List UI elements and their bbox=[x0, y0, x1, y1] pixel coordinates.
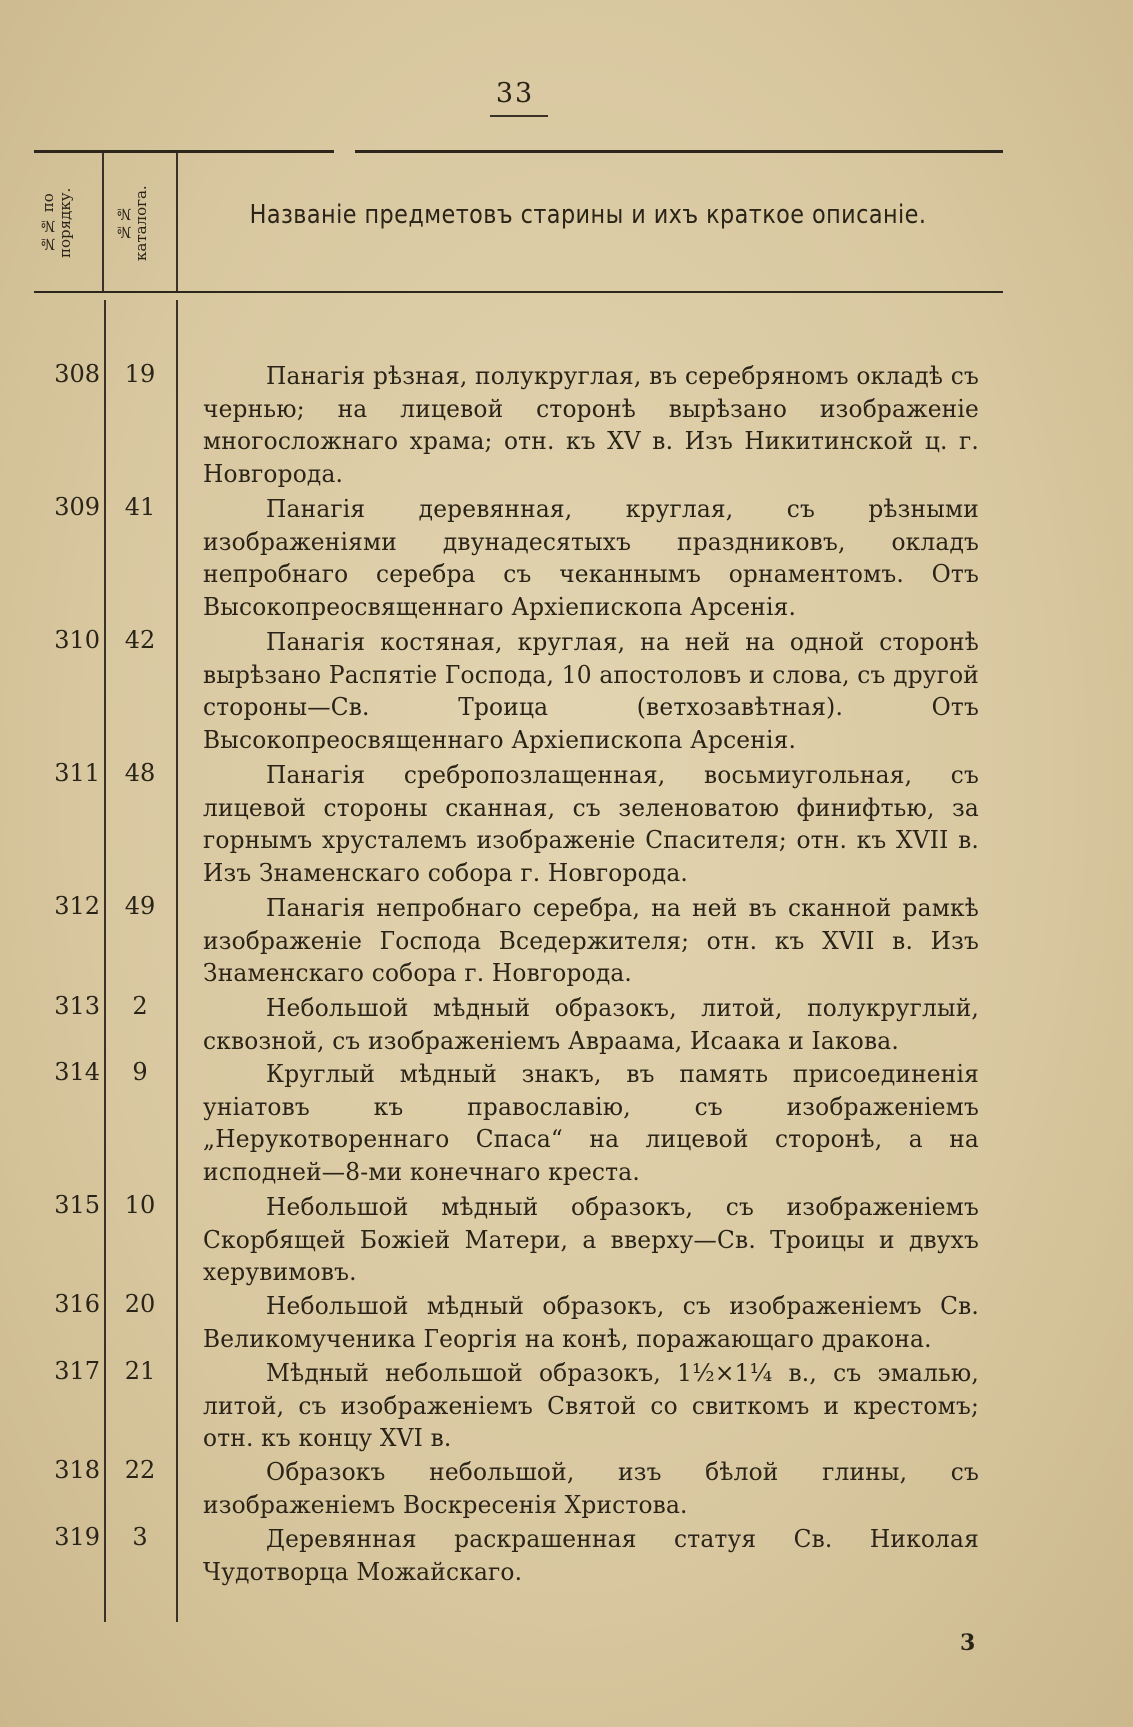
entry-order-number: 309 bbox=[54, 493, 100, 521]
column-divider-1 bbox=[104, 300, 106, 1622]
entry-catalog-number: 49 bbox=[124, 892, 156, 920]
header-catalog-number: №№ каталога. bbox=[115, 185, 150, 261]
entry-catalog-number: 41 bbox=[124, 493, 156, 521]
entry-description: Деревянная раскрашенная статуя Св. Николая Чудотворца Можайскаго. bbox=[203, 1525, 979, 1586]
entry-order-number: 315 bbox=[54, 1191, 100, 1219]
entry-catalog-number: 3 bbox=[132, 1523, 148, 1551]
entry-description: Панагiя костяная, круглая, на ней на одной сторонѣ вырѣзано Распятiе Господа, 10 апостоловъ и слова, съ другой стороны—Св. Троица (ветхозавѣтная). Отъ Высокопреосвященнаго Архiепископа Арсенiя. bbox=[203, 628, 979, 754]
entry-catalog-number: 9 bbox=[132, 1058, 148, 1086]
header-order-number: №№ по порядку. bbox=[39, 187, 74, 259]
entry-order-number: 310 bbox=[54, 626, 100, 654]
entry-catalog-number: 22 bbox=[124, 1456, 156, 1484]
column-divider-2 bbox=[176, 300, 178, 1622]
table-top-rule-right bbox=[355, 150, 1003, 153]
entry-description: Небольшой мѣдный образокъ, съ изображенiемъ Св. Великомученика Георгiя на конѣ, поражающаго дракона. bbox=[203, 1292, 979, 1353]
entry-catalog-number: 48 bbox=[124, 759, 156, 787]
entry-catalog-number: 19 bbox=[124, 360, 156, 388]
entry-description: Небольшой мѣдный образокъ, съ изображенiемъ Скорбящей Божiей Матери, а вверху—Св. Троицы и двухъ херувимовъ. bbox=[203, 1193, 979, 1286]
entry-order-number: 311 bbox=[54, 759, 100, 787]
entry-description: Панагiя деревянная, круглая, съ рѣзными изображенiями двунадесятыхъ праздниковъ, окладъ непробнаго серебра съ чеканнымъ орнаментомъ. Отъ Высокопреосвященнаго Архiепископа Арсенiя. bbox=[203, 495, 979, 621]
column-divider-2-header bbox=[176, 153, 178, 291]
entry-catalog-number: 20 bbox=[124, 1290, 156, 1318]
entry-description: Мѣдный небольшой образокъ, 1½×1¼ в., съ эмалью, литой, съ изображенiемъ Святой со свиткомъ и крестомъ; отн. къ концу XVI в. bbox=[203, 1359, 979, 1452]
table-header-rule bbox=[34, 291, 1003, 293]
entry-description: Панагiя непробнаго серебра, на ней въ сканной рамкѣ изображенiе Господа Вседержителя; отн. къ XVII в. Изъ Знаменскаго собора г. Новгорода. bbox=[203, 894, 979, 987]
entry-order-number: 319 bbox=[54, 1523, 100, 1551]
signature-mark: 3 bbox=[960, 1630, 976, 1656]
column-divider-1-header bbox=[102, 153, 104, 291]
entry-catalog-number: 2 bbox=[132, 992, 148, 1020]
entry-description: Небольшой мѣдный образокъ, литой, полукруглый, сквозной, съ изображенiемъ Авраама, Исаака и Iакова. bbox=[203, 994, 979, 1055]
entry-description: Панагiя рѣзная, полукруглая, въ серебряномъ окладѣ съ чернью; на лицевой сторонѣ вырѣзано изображенiе многосложнаго храма; отн. къ XV в. Изъ Никитинской ц. г. Новгорода. bbox=[203, 362, 979, 488]
entry-order-number: 317 bbox=[54, 1357, 100, 1385]
entry-catalog-number: 10 bbox=[124, 1191, 156, 1219]
entry-order-number: 312 bbox=[54, 892, 100, 920]
entry-catalog-number: 21 bbox=[124, 1357, 156, 1385]
entry-description: Панагiя сребропозлащенная, восьмиугольная, съ лицевой стороны сканная, съ зеленоватою финифтью, за горнымъ хрусталемъ изображенiе Спасителя; отн. къ XVII в. Изъ Знаменскаго собора г. Новгорода. bbox=[203, 761, 979, 887]
table-top-rule-left bbox=[34, 150, 334, 153]
entry-description: Образокъ небольшой, изъ бѣлой глины, съ изображенiемъ Воскресенiя Христова. bbox=[203, 1458, 979, 1519]
page-number-underline bbox=[490, 115, 548, 117]
entry-order-number: 316 bbox=[54, 1290, 100, 1318]
entry-order-number: 318 bbox=[54, 1456, 100, 1484]
entry-order-number: 308 bbox=[54, 360, 100, 388]
entry-order-number: 313 bbox=[54, 992, 100, 1020]
header-title: Названiе предметовъ старины и ихъ краткое описанiе. bbox=[249, 200, 927, 230]
entry-catalog-number: 42 bbox=[124, 626, 156, 654]
entry-description: Круглый мѣдный знакъ, въ память присоединенiя унiатовъ къ православiю, съ изображенiемъ „Нерукотвореннаго Спаса“ на лицевой сторонѣ, а на исподней—8-ми конечнаго креста. bbox=[203, 1060, 979, 1186]
entry-order-number: 314 bbox=[54, 1058, 100, 1086]
page-number: 33 bbox=[495, 78, 535, 109]
